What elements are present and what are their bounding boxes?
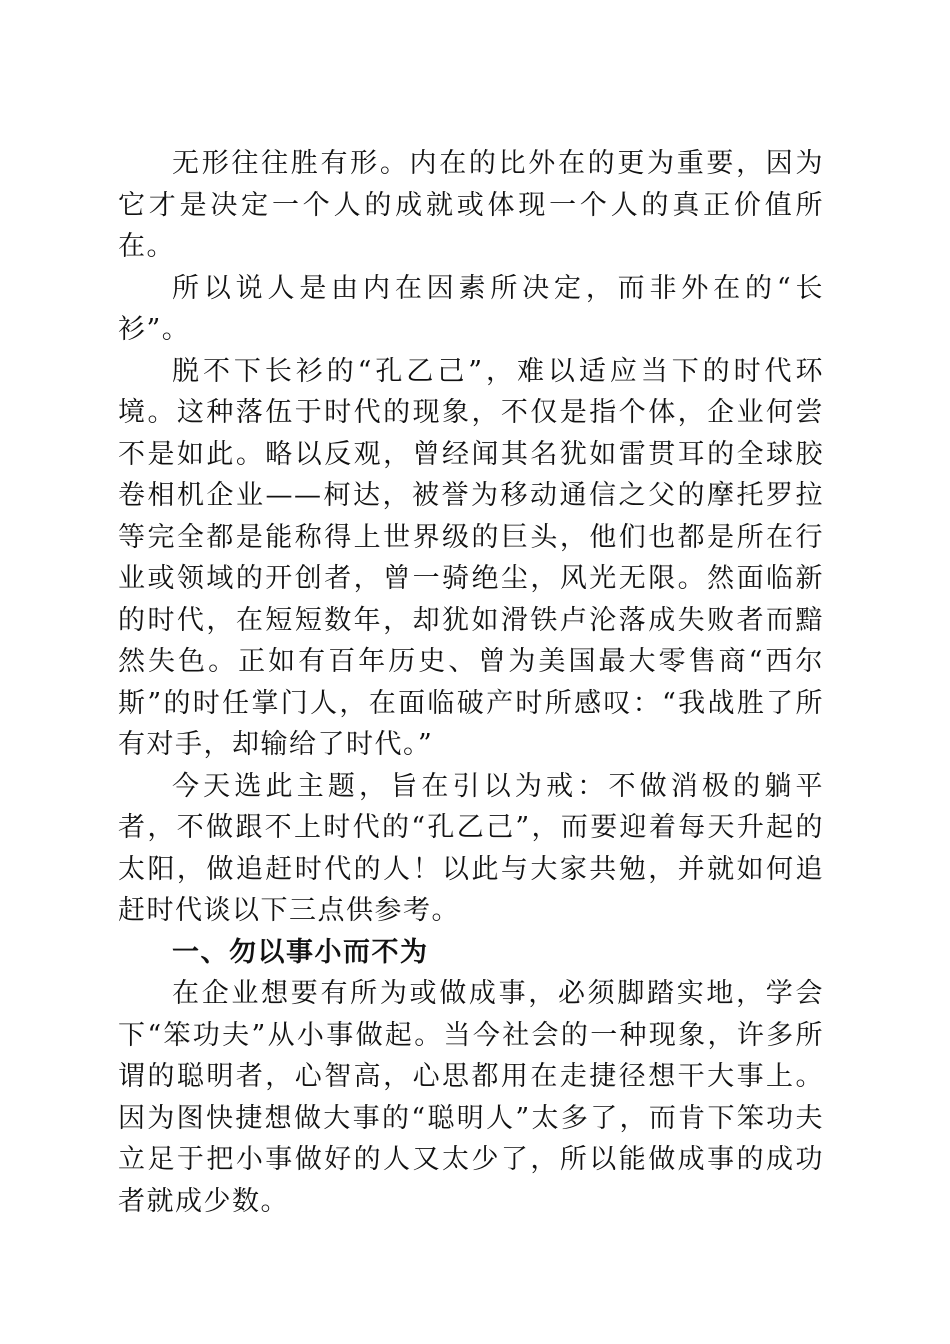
paragraph-inner-factors: 所以说人是由内在因素所决定，而非外在的“长衫”。: [118, 272, 824, 345]
document-page: [118, 143, 824, 1222]
paragraph-small-things: 在企业想要有所为或做成事，必须脚踏实地，学会下“笨功夫”从小事做起。当今社会的一种现象，许多所谓的聪明者，心智高，心思都用在走捷径想干大事上。因为图快捷想做大事的“聪明人”太多了，而肯下笨功夫立足于把小事做好的人又太少了，所以能做成事的成功者就成少数。: [118, 978, 824, 1217]
paragraph-kong-yiji: 脱不下长衫的“孔乙己”，难以适应当下的时代环境。这种落伍于时代的现象，不仅是指个体，企业何尝不是如此。略以反观，曾经闻其名犹如雷贯耳的全球胶卷相机企业——柯达，被誉为移动通信之父的摩托罗拉等完全都是能称得上世界级的巨头，他们也都是所在行业或领域的开创者，曾一骑绝尘，风光无限。然面临新的时代，在短短数年，却犹如滑铁卢沦落成失败者而黯然失色。正如有百年历史、曾为美国最大零售商“西尔斯”的时任掌门人，在面临破产时所感叹：“我战胜了所有对手，却输给了时代。”: [118, 355, 824, 760]
paragraph-theme: 今天选此主题，旨在引以为戒：不做消极的躺平者，不做跟不上时代的“孔乙己”，而要迎着每天升起的太阳，做追赶时代的人！以此与大家共勉，并就如何追赶时代谈以下三点供参考。: [118, 770, 824, 926]
section-heading: 一、勿以事小而不为: [172, 936, 429, 968]
paragraph-intangible: 无形往往胜有形。内在的比外在的更为重要，因为它才是决定一个人的成就或体现一个人的真正价值所在。: [118, 148, 824, 262]
